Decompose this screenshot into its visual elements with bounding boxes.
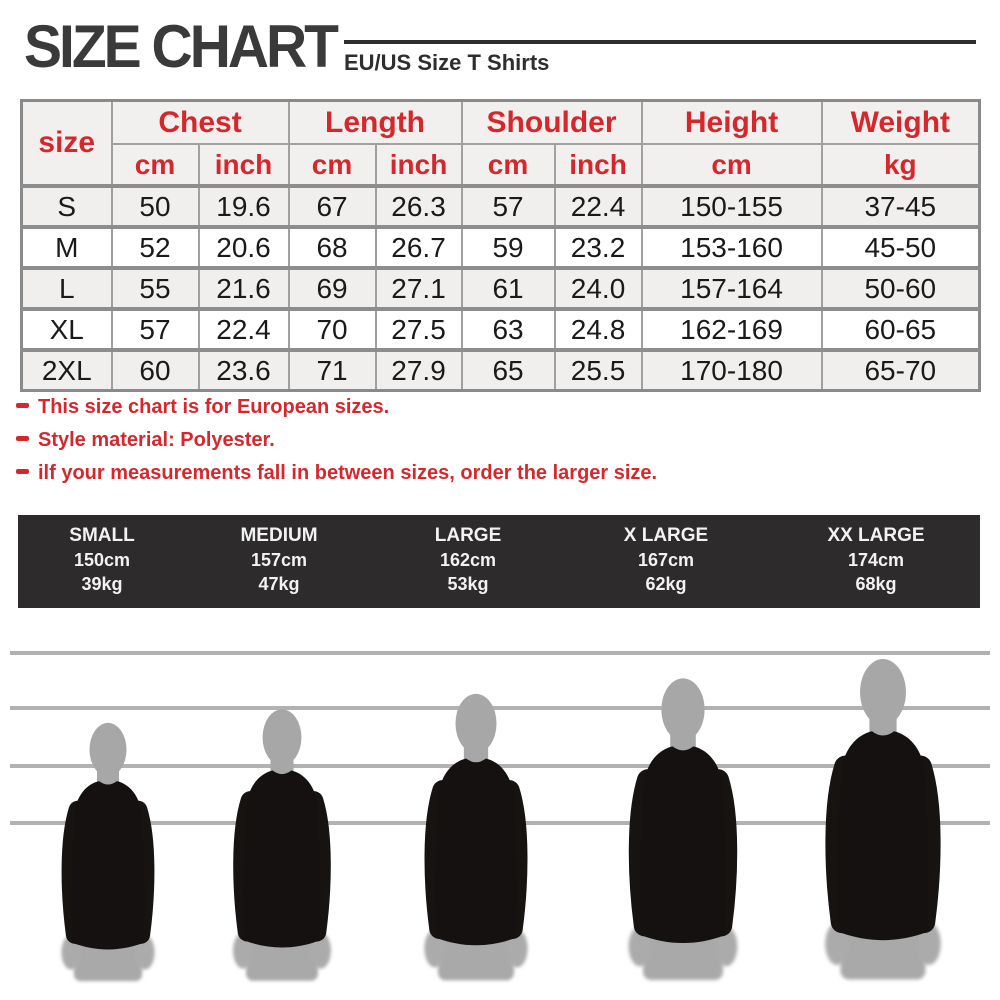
header-size: size (22, 101, 112, 187)
size-table (20, 99, 981, 392)
cell-height-cm: 162-169 (642, 309, 822, 350)
dash-bullet-icon (16, 436, 29, 441)
title-right-block (344, 40, 976, 76)
cell-length-cm: 70 (289, 309, 376, 350)
note-european-sizes (16, 396, 657, 418)
figure-silhouette-large (400, 684, 552, 988)
header-height: Height (642, 101, 822, 145)
header-weight: Weight (822, 101, 980, 145)
unit-height-cm: cm (642, 144, 822, 186)
banner-weight: 53kg (447, 574, 489, 594)
banner-size-name: MEDIUM (240, 525, 318, 546)
table-row-s (22, 186, 980, 227)
cell-length-cm: 67 (289, 186, 376, 227)
cell-weight-kg: 60-65 (822, 309, 980, 350)
cell-chest-cm: 50 (112, 186, 199, 227)
cell-chest-cm: 52 (112, 227, 199, 268)
cell-length-cm: 69 (289, 268, 376, 309)
cell-chest-inch: 20.6 (199, 227, 289, 268)
banner-weight: 62kg (645, 574, 687, 594)
cell-size: L (22, 268, 112, 309)
cell-length-inch: 27.5 (376, 309, 462, 350)
page-title: SIZE CHART (24, 13, 336, 81)
header-shoulder: Shoulder (462, 101, 642, 145)
title-rule (344, 40, 976, 44)
banner-weight: 47kg (258, 574, 300, 594)
cell-size: S (22, 186, 112, 227)
note-text: Style material: Polyester. (38, 429, 275, 451)
cell-shoulder-cm: 61 (462, 268, 555, 309)
table-row-l (22, 268, 980, 309)
cell-weight-kg: 45-50 (822, 227, 980, 268)
cell-height-cm: 157-164 (642, 268, 822, 309)
cell-shoulder-inch: 24.8 (555, 309, 642, 350)
banner-size-name: LARGE (434, 525, 502, 546)
cell-chest-inch: 23.6 (199, 350, 289, 391)
figure-silhouette-small (39, 714, 177, 988)
cell-shoulder-inch: 22.4 (555, 186, 642, 227)
cell-length-cm: 71 (289, 350, 376, 391)
cell-length-inch: 27.9 (376, 350, 462, 391)
dash-bullet-icon (16, 469, 29, 474)
cell-length-cm: 68 (289, 227, 376, 268)
header-chest: Chest (112, 101, 289, 145)
cell-height-cm: 150-155 (642, 186, 822, 227)
banner-size-name: SMALL (69, 525, 135, 546)
cell-chest-cm: 60 (112, 350, 199, 391)
note-between-sizes (16, 462, 657, 484)
note-text: ilf your measurements fall in between sizes, order the larger size. (38, 462, 658, 484)
banner-height: 174cm (847, 550, 905, 570)
banner-weight: 68kg (855, 574, 897, 594)
size-summary-banner (18, 515, 980, 608)
cell-size: M (22, 227, 112, 268)
figure-silhouette-medium (210, 700, 354, 988)
dash-bullet-icon (16, 403, 29, 408)
banner-item-large (435, 524, 502, 596)
table-row-m (22, 227, 980, 268)
note-material (16, 429, 657, 451)
unit-length-cm: cm (289, 144, 376, 186)
unit-shoulder-inch: inch (555, 144, 642, 186)
figure-silhouette-x-large (603, 668, 763, 988)
banner-weight: 39kg (81, 574, 123, 594)
cell-shoulder-cm: 57 (462, 186, 555, 227)
cell-chest-cm: 55 (112, 268, 199, 309)
cell-chest-inch: 19.6 (199, 186, 289, 227)
cell-chest-cm: 57 (112, 309, 199, 350)
cell-weight-kg: 50-60 (822, 268, 980, 309)
cell-weight-kg: 37-45 (822, 186, 980, 227)
cell-length-inch: 27.1 (376, 268, 462, 309)
unit-shoulder-cm: cm (462, 144, 555, 186)
cell-chest-inch: 22.4 (199, 309, 289, 350)
unit-weight-kg: kg (822, 144, 980, 186)
cell-shoulder-inch: 24.0 (555, 268, 642, 309)
banner-height: 167cm (637, 550, 695, 570)
notes-list (16, 396, 657, 495)
banner-size-name: XX LARGE (827, 525, 925, 546)
cell-shoulder-inch: 25.5 (555, 350, 642, 391)
unit-chest-inch: inch (199, 144, 289, 186)
cell-shoulder-cm: 65 (462, 350, 555, 391)
cell-length-inch: 26.3 (376, 186, 462, 227)
unit-length-inch: inch (376, 144, 462, 186)
banner-height: 157cm (250, 550, 308, 570)
cell-shoulder-inch: 23.2 (555, 227, 642, 268)
cell-size: XL (22, 309, 112, 350)
cell-weight-kg: 65-70 (822, 350, 980, 391)
table-row-xl (22, 309, 980, 350)
banner-height: 150cm (73, 550, 131, 570)
banner-height: 162cm (439, 550, 497, 570)
banner-item-xx-large (827, 524, 924, 596)
banner-item-small (69, 524, 134, 596)
banner-item-x-large (624, 524, 708, 596)
cell-shoulder-cm: 59 (462, 227, 555, 268)
unit-chest-cm: cm (112, 144, 199, 186)
note-text: This size chart is for European sizes. (38, 396, 390, 418)
cell-height-cm: 170-180 (642, 350, 822, 391)
header-length: Length (289, 101, 462, 145)
page-subtitle: EU/US Size T Shirts (344, 50, 550, 75)
cell-length-inch: 26.7 (376, 227, 462, 268)
cell-size: 2XL (22, 350, 112, 391)
banner-size-name: X LARGE (623, 525, 709, 546)
cell-chest-inch: 21.6 (199, 268, 289, 309)
table-row-2xl (22, 350, 980, 391)
cell-shoulder-cm: 63 (462, 309, 555, 350)
cell-height-cm: 153-160 (642, 227, 822, 268)
figure-silhouette-xx-large (798, 648, 968, 988)
banner-item-medium (240, 524, 317, 596)
